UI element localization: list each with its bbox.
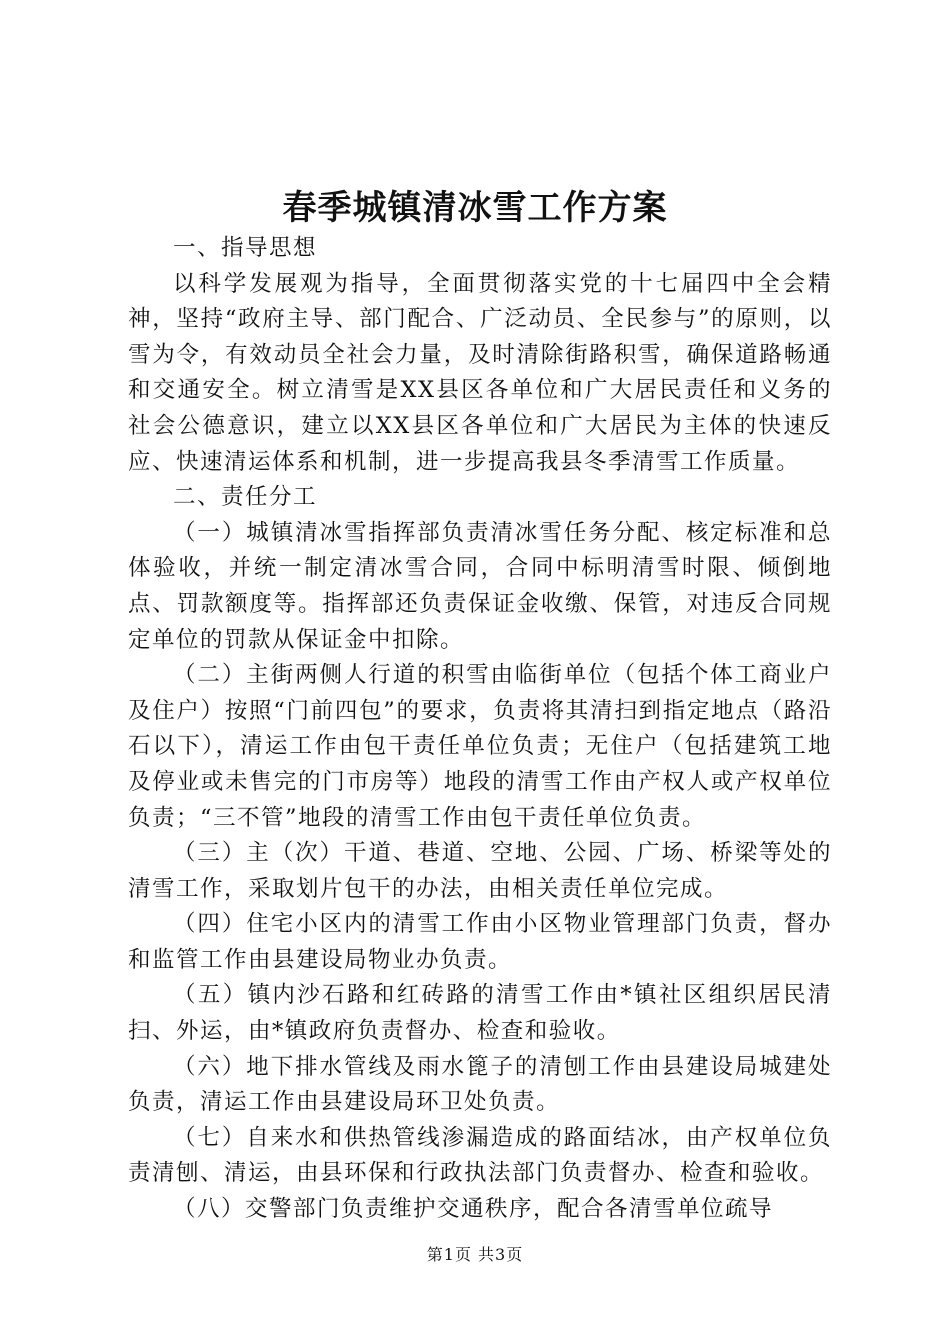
body-paragraph: （二）主街两侧人行道的积雪由临街单位（包括个体工商业户及住户）按照“门前四包”的要求，负责将其清扫到指定地点（路沿石以下），清运工作由包干责任单位负责；无住户（包括建筑工地及停业或未售完的门市房等）地段的清雪工作由产权人或产权单位负责；“三不管”地段的清雪工作由包干责任单位负责。: [128, 662, 832, 831]
body-paragraph: （八）交警部门负责维护交通秩序，配合各清雪单位疏导: [173, 1196, 774, 1223]
body-paragraph: （六）地下排水管线及雨水篦子的清刨工作由县建设局城建处负责，清运工作由县建设局环卫处负责。: [128, 1053, 832, 1116]
document-body: [128, 231, 832, 1228]
section-heading: 二、责任分工: [173, 484, 318, 511]
page-footer: 第1页 共3页: [426, 1245, 524, 1264]
body-paragraph: （三）主（次）干道、巷道、空地、公园、广场、桥梁等处的清雪工作，采取划片包干的办法，由相关责任单位完成。: [128, 840, 832, 902]
body-paragraph: （五）镇内沙石路和红砖路的清雪工作由*镇社区组织居民清扫、外运，由*镇政府负责督办、检查和验收。: [128, 982, 832, 1045]
document-title: 春季城镇清冰雪工作方案: [282, 188, 668, 228]
body-paragraph: （一）城镇清冰雪指挥部负责清冰雪任务分配、核定标准和总体验收，并统一制定清冰雪合同，合同中标明清雪时限、倾倒地点、罚款额度等。指挥部还负责保证金收缴、保管，对违反合同规定单位的罚款从保证金中扣除。: [128, 519, 832, 653]
section-heading: 一、指导思想: [173, 235, 318, 261]
body-paragraph: （四）住宅小区内的清雪工作由小区物业管理部门负责，督办和监管工作由县建设局物业办负责。: [128, 911, 832, 973]
body-paragraph: （七）自来水和供热管线渗漏造成的路面结冰，由产权单位负责清刨、清运，由县环保和行政执法部门负责督办、检查和验收。: [128, 1124, 832, 1187]
body-paragraph: 以科学发展观为指导，全面贯彻落实党的十七届四中全会精神，坚持“政府主导、部门配合、广泛动员、全民参与”的原则，以雪为令，有效动员全社会力量，及时清除街路积雪，确保道路畅通和交通安全。树立清雪是XX县区各单位和广大居民责任和义务的社会公德意识，建立以XX县区各单位和广大居民为主体的快速反应、快速清运体系和机制，进一步提高我县冬季清雪工作质量。: [128, 270, 832, 475]
